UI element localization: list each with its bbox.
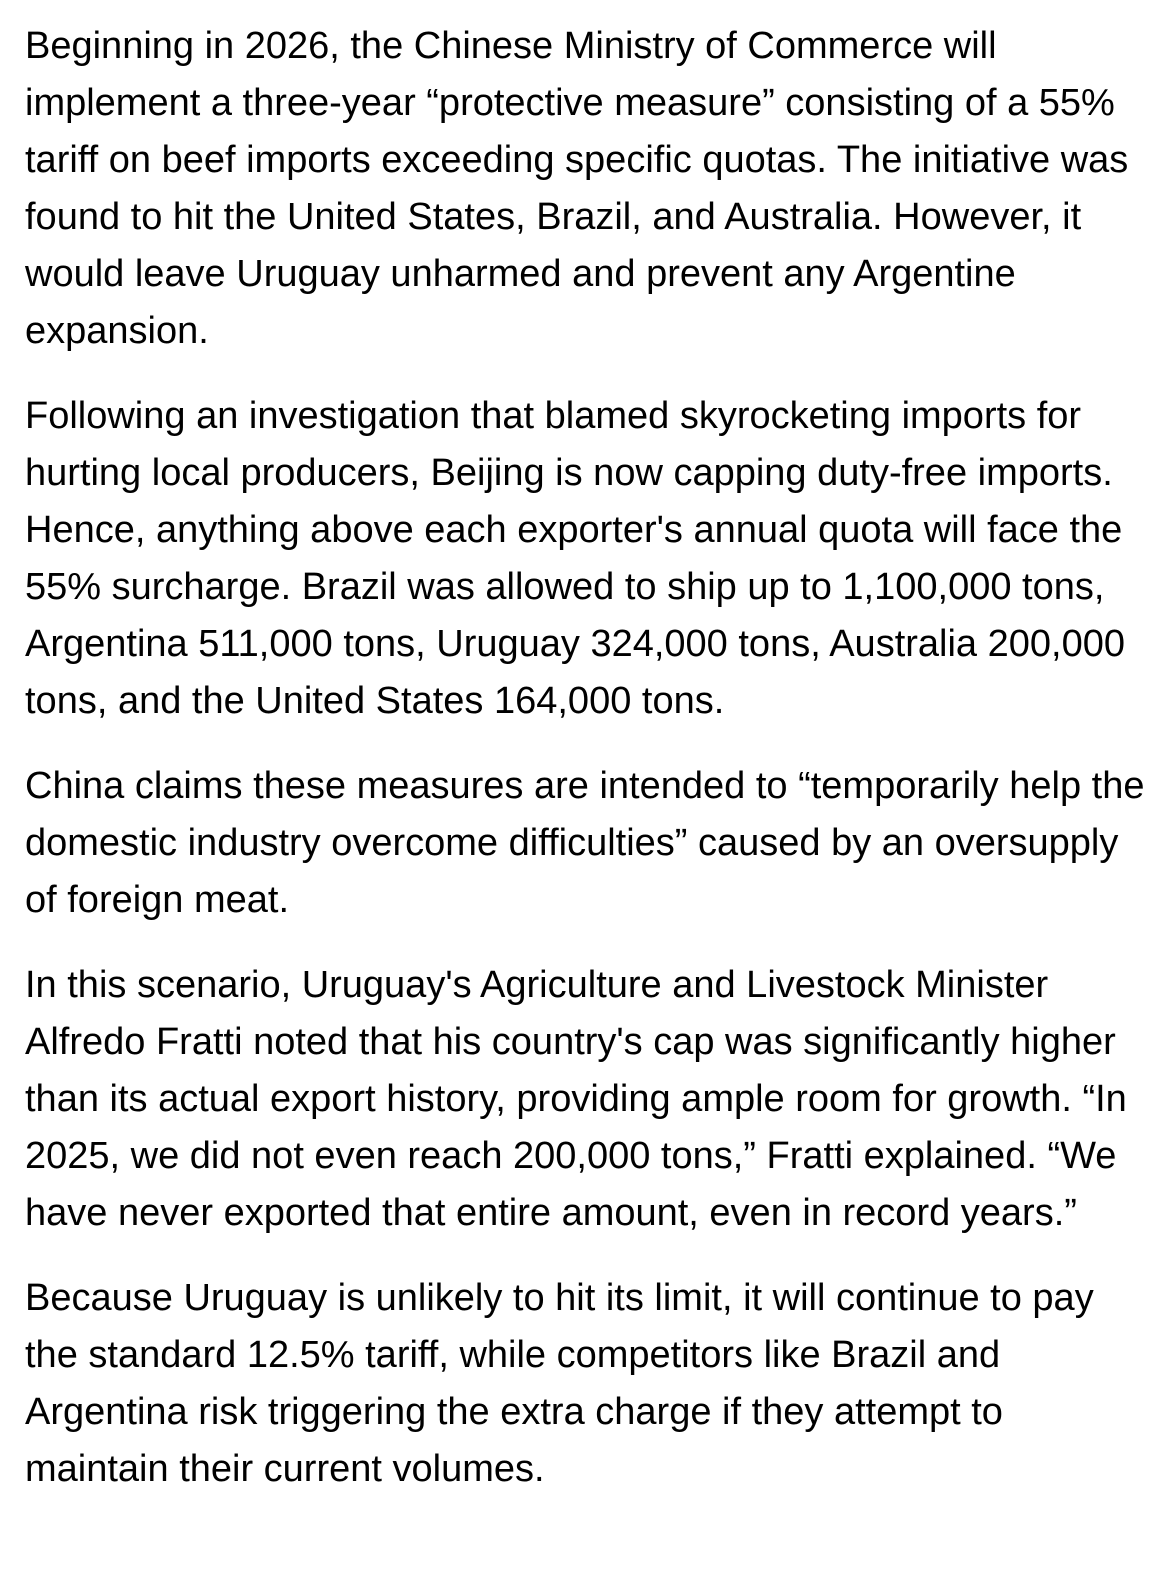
paragraph-uruguay-outlook: Because Uruguay is unlikely to hit its limit, it will continue to pay the standard 12.5% tariff, while competitors like Brazil and Argentina risk triggering the extra charge if they attempt to maintain their current volumes. (25, 1277, 1094, 1490)
paragraph-quota-details: Following an investigation that blamed skyrocketing imports for hurting local producers, Beijing is now capping duty-free imports. Hence, anything above each exporter's annual quota will face the 55% surcharge. Brazil was allowed to ship up to 1,100,000 tons, Argentina 511,000 tons, Uruguay 324,000 tons, Australia 200,000 tons, and the United States 164,000 tons. (25, 395, 1125, 722)
paragraph-tariff-announcement: Beginning in 2026, the Chinese Ministry of Commerce will implement a three-year “protective measure” consisting of a 55% tariff on beef imports exceeding specific quotas. The initiative was found to hit the United States, Brazil, and Australia. However, it would leave Uruguay unharmed and prevent any Argentine expansion. (25, 25, 1129, 352)
paragraph-fratti-quote: In this scenario, Uruguay's Agriculture and Livestock Minister Alfredo Fratti noted that his country's cap was significantly higher than its actual export history, providing ample room for growth. “In 2025, we did not even reach 200,000 tons,” Fratti explained. “We have never exported that entire amount, even in record years.” (25, 964, 1127, 1234)
paragraph-china-claims: China claims these measures are intended to “temporarily help the domestic industry overcome difficulties” caused by an oversupply of foreign meat. (25, 765, 1145, 921)
